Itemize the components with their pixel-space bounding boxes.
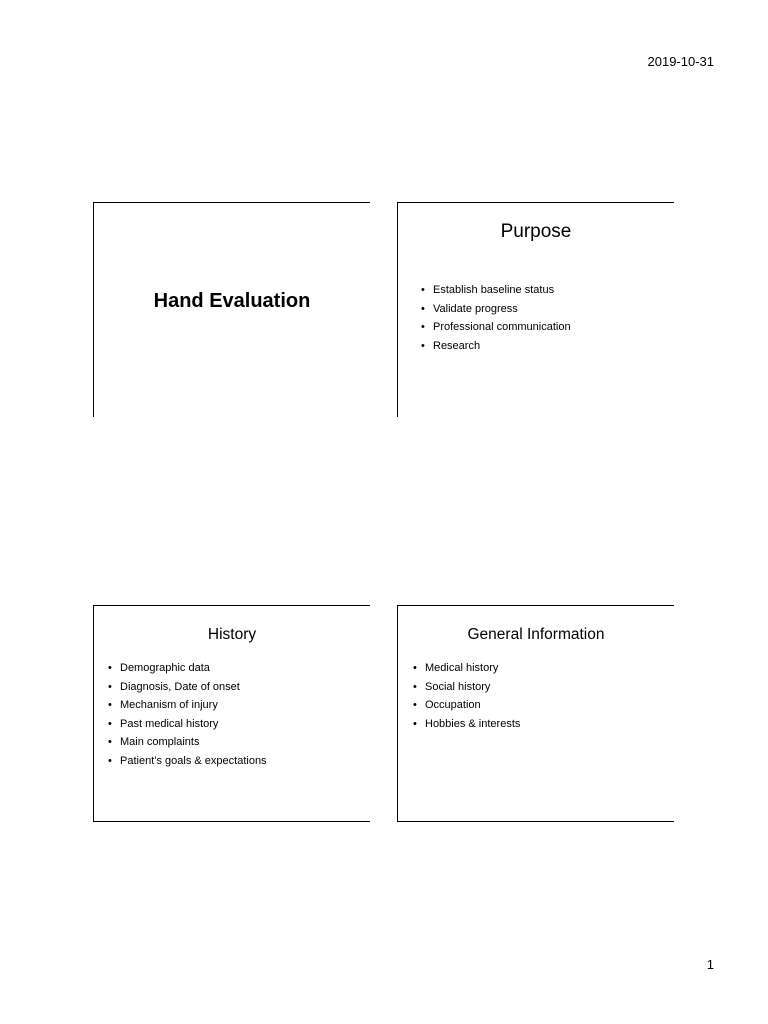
list-item-text: Demographic data [120,662,210,674]
list-item [108,659,267,678]
bullet-icon: • [108,662,112,674]
list-item-text: Professional communication [433,321,571,333]
list-item [108,752,267,771]
page-number: 1 [706,957,714,972]
list-item [421,337,571,356]
slide-thumbnail-2 [397,202,674,417]
slide-thumbnail-4 [397,605,674,822]
list-item-text: Occupation [425,699,481,711]
list-item-text: Patient’s goals & expectations [120,754,267,767]
bullet-icon: • [108,736,112,748]
list-item [421,281,571,300]
bullet-icon: • [413,717,417,730]
list-item-text: Diagnosis, Date of onset [120,680,240,693]
list-item-text: Social history [425,680,491,693]
list-item [421,300,571,319]
bullet-icon: • [421,321,425,333]
slide-title: History [207,626,257,643]
bullet-icon: • [108,699,112,711]
list-item-text: Medical history [425,662,499,674]
slide-title: Hand Evaluation [153,290,311,312]
bullet-icon: • [413,680,417,693]
list-item-text: Establish baseline status [433,284,555,296]
list-item [413,715,520,734]
bullet-icon: • [108,717,112,730]
bullet-list [421,281,571,355]
list-item-text: Past medical history [120,717,219,730]
slide-thumbnail-3 [93,605,370,822]
list-item-text: Mechanism of injury [120,699,218,711]
list-item-text: Validate progress [433,302,518,315]
bullet-list [413,659,520,733]
list-item-text: Research [433,339,481,352]
slide-thumbnail-1 [93,202,370,417]
list-item [421,318,571,337]
bullet-icon: • [421,339,425,352]
list-item-text: Hobbies & interests [425,717,521,730]
list-item [413,696,520,715]
list-item-text: Main complaints [120,736,200,748]
page-date: 2019-10-31 [647,54,714,69]
bullet-list [108,659,267,770]
slide-title: Purpose [500,221,572,242]
bullet-icon: • [413,699,417,711]
bullet-icon: • [421,284,425,296]
bullet-icon: • [413,662,417,674]
bullet-icon: • [421,302,425,315]
list-item [413,659,520,678]
list-item [108,696,267,715]
list-item [108,715,267,734]
bullet-icon: • [108,754,112,767]
bullet-icon: • [108,680,112,693]
list-item [413,678,520,697]
list-item [108,678,267,697]
slide-title: General Information [467,626,605,643]
list-item [108,733,267,752]
